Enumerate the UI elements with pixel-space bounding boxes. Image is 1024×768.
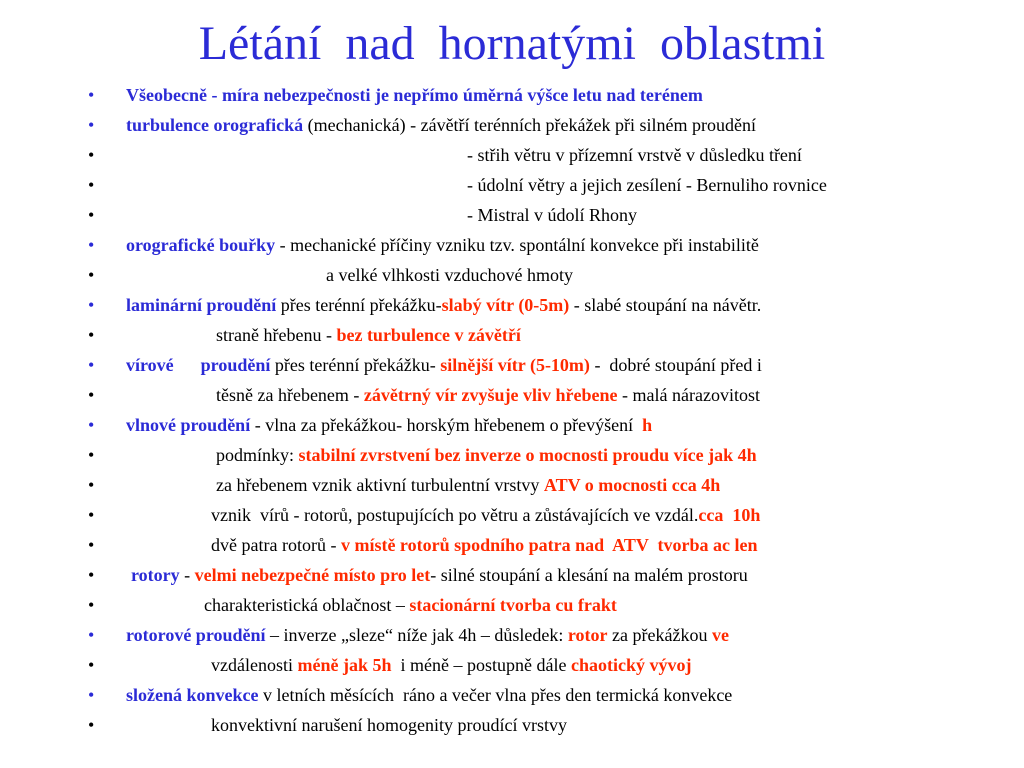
bullet-text <box>467 140 802 170</box>
plain-text: - <box>179 565 195 585</box>
bullet-text <box>211 530 758 560</box>
bullet-text <box>216 440 757 470</box>
plain-text: za hřebenem vznik aktivní turbulentní vrstvy <box>216 475 544 495</box>
emphasized-text: méně jak 5h <box>297 655 392 675</box>
bullet-line <box>0 170 1024 200</box>
plain-text: - údolní větry a jejich zesílení - Bernuliho rovnice <box>467 175 827 195</box>
plain-text: podmínky: <box>216 445 299 465</box>
bullet-marker: • <box>88 115 95 135</box>
plain-text: - Mistral v údolí Rhony <box>467 205 637 225</box>
emphasized-text: cca 10h <box>698 505 761 525</box>
plain-text: - dobré stoupání před i <box>589 355 762 375</box>
bullet-line <box>0 350 1024 380</box>
bullet-marker: • <box>88 625 95 645</box>
bullet-text <box>216 470 720 500</box>
bullet-text <box>216 320 521 350</box>
plain-text: vzdálenosti <box>211 655 298 675</box>
bullet-line <box>0 80 1024 110</box>
bullet-line <box>0 410 1024 440</box>
bullet-marker: • <box>88 415 95 435</box>
bullet-text <box>467 170 827 200</box>
bullet-text <box>131 560 748 590</box>
emphasized-text: h <box>642 415 653 435</box>
bullet-text <box>126 350 762 380</box>
bullet-marker: • <box>88 355 95 375</box>
bullet-line <box>0 710 1024 740</box>
bullet-marker: • <box>88 205 95 225</box>
plain-text: přes terénní překážku- <box>270 355 441 375</box>
emphasized-text: Všeobecně - míra nebezpečnosti je nepřímo úměrná výšce letu nad terénem <box>126 85 703 105</box>
bullet-marker: • <box>88 85 95 105</box>
slide-title: Létání nad hornatými oblastmi <box>198 17 826 70</box>
bullet-text <box>126 620 729 650</box>
bullet-marker: • <box>88 655 95 675</box>
plain-text: (mechanická) - závětří terénních překážek při silném proudění <box>303 115 756 135</box>
bullet-line <box>0 230 1024 260</box>
bullet-marker: • <box>88 685 95 705</box>
bullet-marker: • <box>88 715 95 735</box>
emphasized-text: vírové proudění <box>126 355 271 375</box>
emphasized-text: laminární proudění <box>126 295 277 315</box>
bullet-line <box>0 320 1024 350</box>
bullet-marker: • <box>88 175 95 195</box>
plain-text: - střih větru v přízemní vrstvě v důsledku tření <box>467 145 802 165</box>
emphasized-text: rotorové proudění <box>126 625 266 645</box>
emphasized-text: velmi nebezpečné místo pro let <box>194 565 431 585</box>
plain-text: konvektivní narušení homogenity proudící vrstvy <box>211 715 567 735</box>
bullet-line <box>0 500 1024 530</box>
emphasized-text: ATV o mocnosti cca 4h <box>543 475 721 495</box>
bullet-text <box>216 380 760 410</box>
bullet-text <box>467 200 637 230</box>
emphasized-text: stacionární tvorba cu frakt <box>409 595 617 615</box>
emphasized-text: bez turbulence v závětří <box>336 325 521 345</box>
bullet-line <box>0 650 1024 680</box>
plain-text: charakteristická oblačnost – <box>204 595 410 615</box>
emphasized-text: stabilní zvrstvení bez inverze o mocnosti proudu více jak 4h <box>298 445 757 465</box>
emphasized-text: závětrný vír zvyšuje vliv hřebene <box>363 385 618 405</box>
plain-text: dvě patra rotorů - <box>211 535 341 555</box>
bullet-marker: • <box>88 445 95 465</box>
plain-text: v letních měsících ráno a večer vlna přes den termická konvekce <box>258 685 733 705</box>
bullet-text <box>126 680 732 710</box>
bullet-marker: • <box>88 265 95 285</box>
bullet-text <box>204 590 617 620</box>
emphasized-text: rotory <box>131 565 180 585</box>
bullet-text <box>126 80 703 110</box>
bullet-line <box>0 560 1024 590</box>
bullet-line <box>0 290 1024 320</box>
emphasized-text: ve <box>712 625 729 645</box>
bullet-line <box>0 620 1024 650</box>
bullet-line <box>0 380 1024 410</box>
bullet-text <box>326 260 573 290</box>
bullet-line <box>0 110 1024 140</box>
plain-text: – inverze „sleze“ níže jak 4h – důsledek: <box>265 625 568 645</box>
bullet-line <box>0 470 1024 500</box>
bullet-text <box>126 110 756 140</box>
plain-text: přes terénní překážku- <box>276 295 442 315</box>
plain-text: - malá nárazovitost <box>617 385 760 405</box>
bullet-marker: • <box>88 475 95 495</box>
bullet-line <box>0 590 1024 620</box>
emphasized-text: turbulence orografická <box>126 115 304 135</box>
bullet-line <box>0 680 1024 710</box>
emphasized-text: slabý vítr (0-5m) <box>441 295 570 315</box>
plain-text: - slabé stoupání na návětr. <box>569 295 762 315</box>
bullet-text <box>126 410 652 440</box>
bullet-line <box>0 440 1024 470</box>
bullet-text <box>211 710 567 740</box>
bullet-marker: • <box>88 385 95 405</box>
bullet-marker: • <box>88 505 95 525</box>
plain-text: straně hřebenu - <box>216 325 337 345</box>
emphasized-text: v místě rotorů spodního patra nad ATV tvorba ac len <box>340 535 758 555</box>
plain-text: a velké vlhkosti vzduchové hmoty <box>326 265 573 285</box>
bullet-line <box>0 260 1024 290</box>
bullet-marker: • <box>88 595 95 615</box>
emphasized-text: orografické bouřky <box>126 235 276 255</box>
plain-text: těsně za hřebenem - <box>216 385 364 405</box>
plain-text: vznik vírů - rotorů, postupujících po větru a zůstávajících ve vzdál. <box>211 505 699 525</box>
bullet-marker: • <box>88 235 95 255</box>
bullet-text <box>211 650 691 680</box>
plain-text: i méně – postupně dále <box>391 655 571 675</box>
bullet-text <box>211 500 760 530</box>
bullet-marker: • <box>88 325 95 345</box>
emphasized-text: složená konvekce <box>126 685 259 705</box>
emphasized-text: silnější vítr (5-10m) <box>440 355 590 375</box>
bullet-marker: • <box>88 565 95 585</box>
bullet-marker: • <box>88 295 95 315</box>
bullet-marker: • <box>88 145 95 165</box>
emphasized-text: vlnové proudění <box>126 415 251 435</box>
plain-text: - silné stoupání a klesání na malém prostoru <box>430 565 748 585</box>
plain-text: - vlna za překážkou- horským hřebenem o převýšení <box>250 415 643 435</box>
bullet-marker: • <box>88 535 95 555</box>
plain-text: za překážkou <box>607 625 712 645</box>
bullet-text <box>126 230 759 260</box>
bullet-line <box>0 200 1024 230</box>
bullet-line <box>0 140 1024 170</box>
emphasized-text: chaotický vývoj <box>570 655 692 675</box>
plain-text: - mechanické příčiny vzniku tzv. spontální konvekce při instabilitě <box>275 235 759 255</box>
bullet-line <box>0 530 1024 560</box>
emphasized-text: rotor <box>567 625 608 645</box>
bullet-text <box>126 290 761 320</box>
